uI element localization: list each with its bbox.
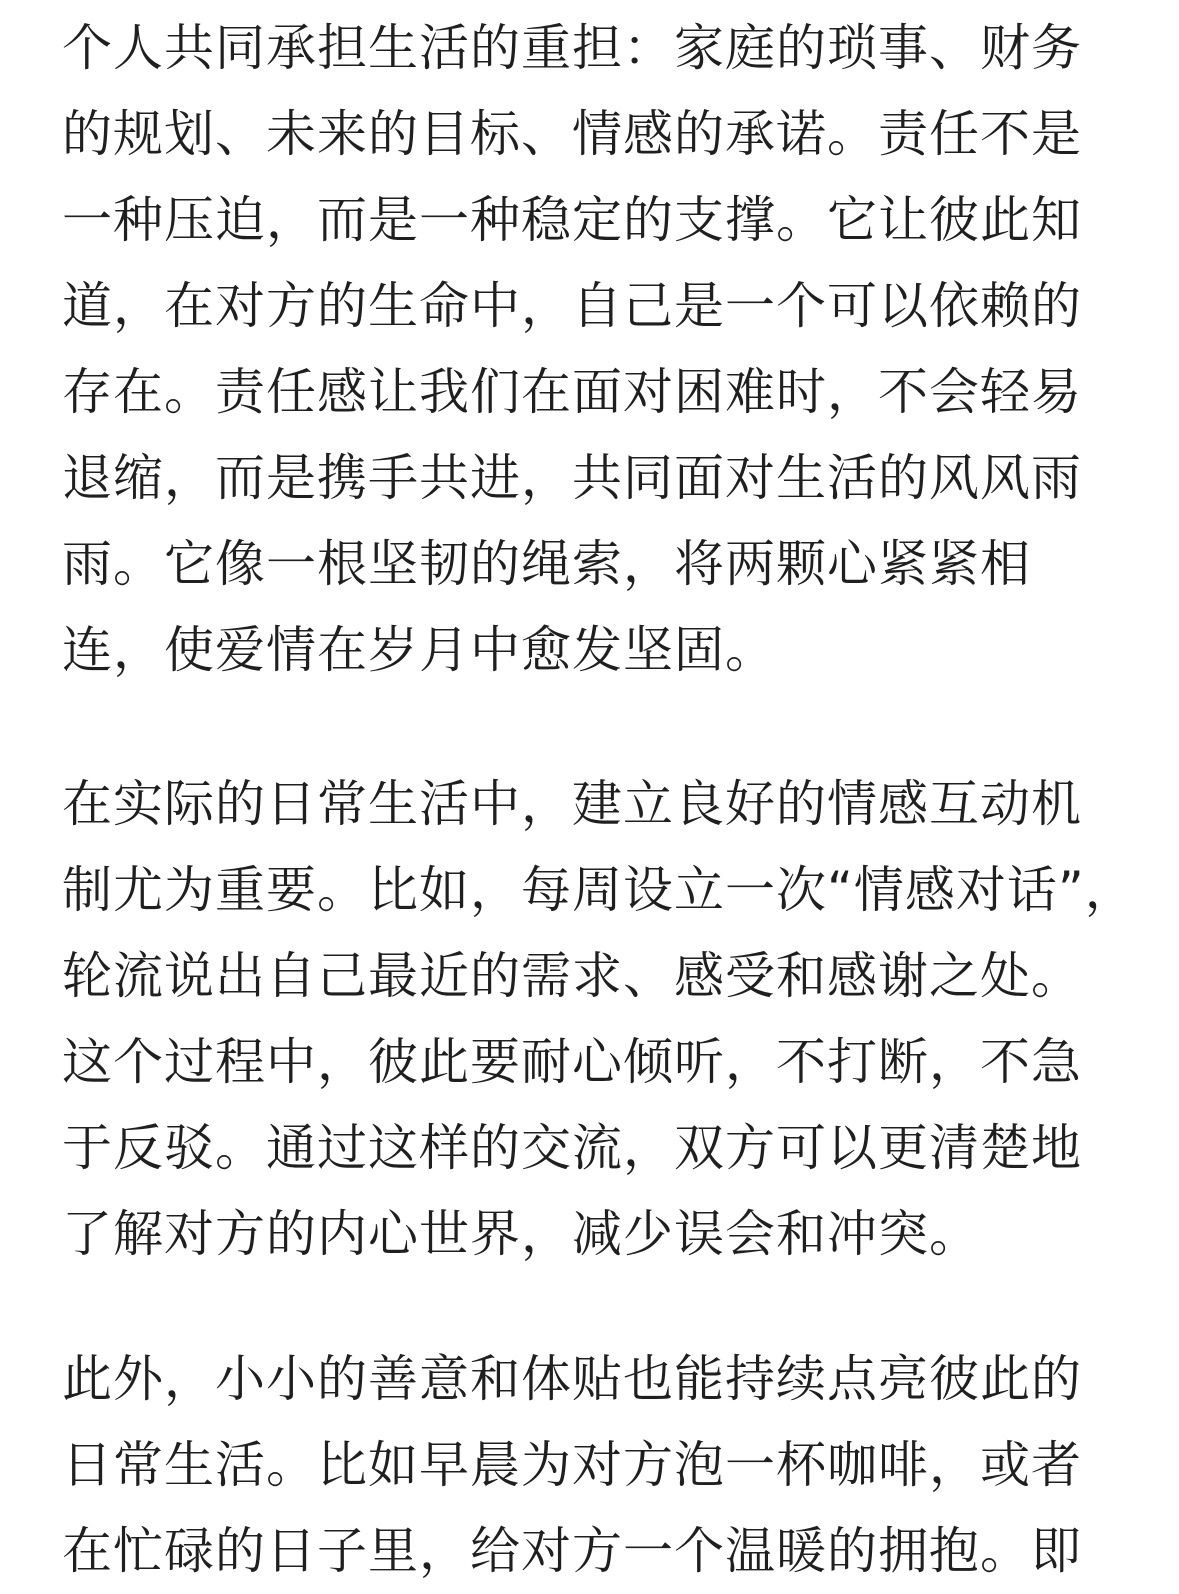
text-line: 雨。它像一根坚韧的绳索，将两颗心紧紧相	[62, 535, 1031, 593]
text-line: 退缩，而是携手共进，共同面对生活的风风雨	[62, 449, 1082, 507]
text-line: 日常生活。比如早晨为对方泡一杯咖啡，或者	[62, 1436, 1082, 1494]
paragraph-kindness	[62, 1336, 1117, 1594]
text-line: 了解对方的内心世界，减少误会和冲突。	[62, 1205, 980, 1263]
paragraph-responsibility	[62, 5, 1117, 693]
paragraph-emotional-interaction	[62, 761, 1136, 1277]
text-line: 存在。责任感让我们在面对困难时，不会轻易	[62, 363, 1082, 421]
text-line: 个人共同承担生活的重担：家庭的琐事、财务	[62, 19, 1082, 77]
text-line: 这个过程中，彼此要耐心倾听，不打断，不急	[62, 1033, 1082, 1091]
text-line: 一种压迫，而是一种稳定的支撑。它让彼此知	[62, 191, 1082, 249]
text-line: 的规划、未来的目标、情感的承诺。责任不是	[62, 105, 1082, 163]
text-line: 轮流说出自己最近的需求、感受和感谢之处。	[62, 947, 1082, 1005]
text-line: 此外，小小的善意和体贴也能持续点亮彼此的	[62, 1350, 1082, 1408]
text-line: 于反驳。通过这样的交流，双方可以更清楚地	[62, 1119, 1082, 1177]
text-line: 连，使爱情在岁月中愈发坚固。	[62, 621, 776, 679]
text-line: 在忙碌的日子里，给对方一个温暖的拥抱。即	[62, 1522, 1082, 1580]
text-line: 制尤为重要。比如，每周设立一次“情感对话”，	[62, 861, 1136, 919]
text-line: 道，在对方的生命中，自己是一个可以依赖的	[62, 277, 1082, 335]
text-line: 在实际的日常生活中，建立良好的情感互动机	[62, 775, 1082, 833]
